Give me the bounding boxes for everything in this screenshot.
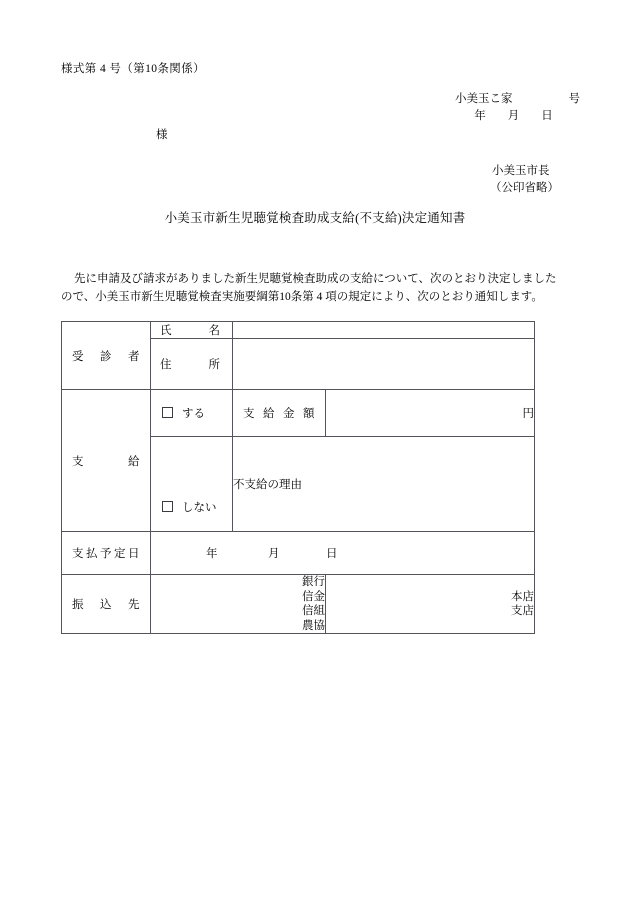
payment-date-label-cell xyxy=(62,532,151,575)
payment-no-label: しない xyxy=(182,502,217,514)
examinee-label: 受診者 xyxy=(72,350,140,363)
address-input-cell[interactable] xyxy=(233,339,535,390)
table-row-examinee-name xyxy=(62,322,535,339)
issuer-name: 小美玉市長 xyxy=(492,165,550,177)
payment-date-label: 支払予定日 xyxy=(72,548,140,560)
name-input-cell[interactable] xyxy=(233,322,535,339)
payment-yes-label: する xyxy=(182,408,205,420)
payment-date-day: 日 xyxy=(326,548,338,560)
branch-name-input-cell[interactable] xyxy=(326,575,535,634)
document-date-month: 月 xyxy=(507,110,520,122)
amount-unit-label: 円 xyxy=(522,408,534,420)
address-label: 住所 xyxy=(160,359,220,371)
body-line-2: ので、小美玉市新生児聴覚検査実施要綱第10条第 4 項の規定により、次のとおり通知します。 xyxy=(61,291,543,303)
payment-no-option[interactable] xyxy=(151,499,232,515)
amount-input-cell[interactable] xyxy=(326,390,535,437)
checkbox-icon[interactable] xyxy=(162,407,173,418)
document-number-suffix: 号 xyxy=(568,93,580,105)
document-date-year: 年 xyxy=(474,110,486,122)
payment-no-cell[interactable] xyxy=(151,437,233,532)
no-payment-reason-label: 不支給の理由 xyxy=(233,479,302,491)
table-row-payment-yes xyxy=(62,390,535,437)
payment-yes-cell[interactable] xyxy=(151,390,233,437)
issuer-seal-note: （公印省略） xyxy=(490,182,559,194)
branch-type-1: 支店 xyxy=(511,605,534,617)
table-row-transfer-destination xyxy=(62,575,535,634)
table-row-payment-date xyxy=(62,532,535,575)
document-date-line xyxy=(455,108,580,125)
payment-date-fields xyxy=(151,545,534,561)
document-number-line xyxy=(455,91,580,108)
checkbox-icon[interactable] xyxy=(162,501,173,512)
no-payment-reason-cell[interactable] xyxy=(233,437,535,532)
transfer-label: 振込先 xyxy=(72,599,140,611)
document-number-prefix: 小美玉こ家 xyxy=(455,93,513,105)
name-label-cell xyxy=(151,322,233,339)
document-title: 小美玉市新生児聴覚検査助成支給(不支給)決定通知書 xyxy=(164,211,466,225)
payment-date-year: 年 xyxy=(206,548,218,560)
payment-label: 支給 xyxy=(72,455,140,468)
body-line-1: 先に申請及び請求がありました新生児聴覚検査助成の支給について、次のとおり決定しました xyxy=(74,273,557,285)
body-paragraph xyxy=(61,270,573,306)
document-date-day: 日 xyxy=(541,110,553,122)
address-label-cell xyxy=(151,339,233,390)
examinee-label-cell xyxy=(62,322,151,390)
bank-type-2: 信組 xyxy=(302,605,325,617)
amount-label-cell xyxy=(233,390,326,437)
payment-label-cell xyxy=(62,390,151,532)
addressee-suffix: 様 xyxy=(156,129,168,141)
name-label: 氏名 xyxy=(160,325,220,337)
transfer-label-cell xyxy=(62,575,151,634)
payment-yes-option[interactable] xyxy=(151,405,232,421)
bank-name-input-cell[interactable] xyxy=(151,575,326,634)
bank-type-3: 農協 xyxy=(302,619,325,632)
branch-type-0: 本店 xyxy=(511,590,534,603)
payment-date-month: 月 xyxy=(268,548,280,560)
issuer-block xyxy=(470,163,559,197)
bank-type-0: 銀行 xyxy=(302,576,325,588)
document-number-block xyxy=(455,91,580,125)
decision-form-table xyxy=(61,321,535,634)
form-number: 様式第 4 号（第10条関係） xyxy=(61,63,205,75)
amount-label: 支給金額 xyxy=(243,408,315,420)
bank-type-1: 信金 xyxy=(302,590,325,603)
payment-date-input-cell[interactable] xyxy=(151,532,535,575)
